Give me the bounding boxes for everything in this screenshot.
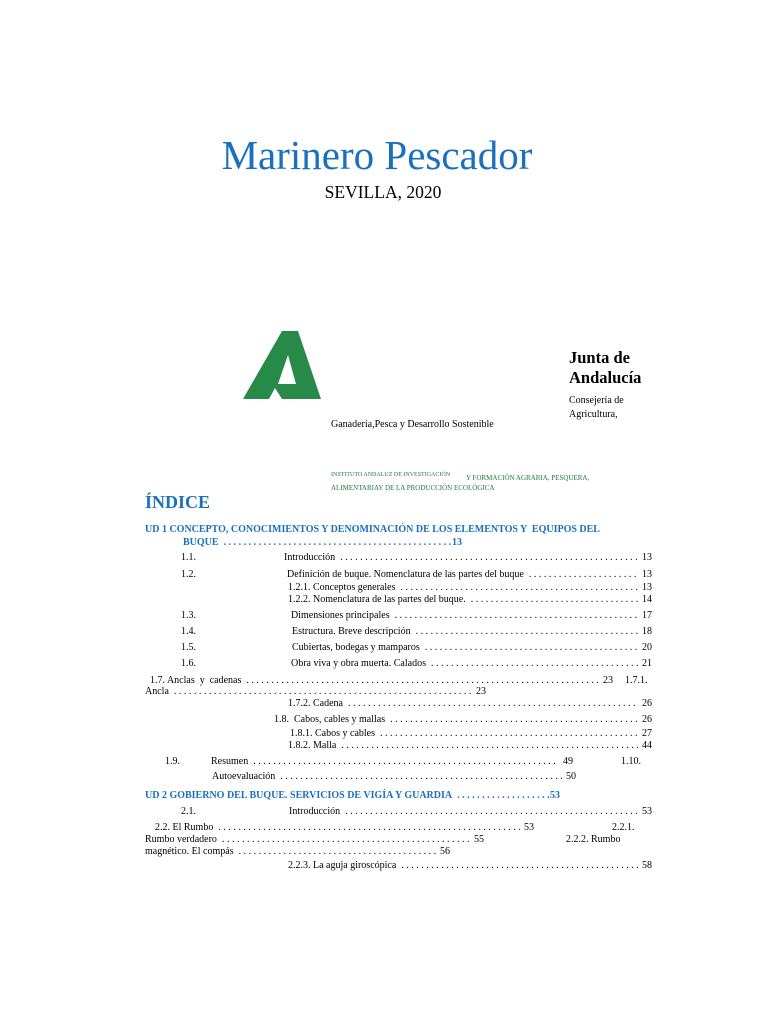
- toc-entry-continuation[interactable]: 2.2.2. Rumbo: [566, 834, 621, 845]
- toc-entry-number: 1.3.: [181, 610, 196, 621]
- institute-line: INSTITUTO ANDALUZ DE INVESTIGACIÓN: [331, 472, 451, 478]
- document-title: Marinero Pescador: [221, 132, 533, 178]
- department-line: Consejería de: [569, 395, 624, 406]
- toc-entry-title: 1.7.2. Cadena: [288, 698, 343, 709]
- toc-unit-heading[interactable]: UD 1 CONCEPTO, CONOCIMIENTOS Y DENOMINACIÓN DE LOS ELEMENTOS Y EQUIPOS DEL: [145, 524, 600, 535]
- toc-entry[interactable]: [288, 594, 652, 606]
- institute-line: ALIMENTARIAY DE LA PRODUCCIÓN ECOLÓGICA: [331, 484, 495, 492]
- toc-entry[interactable]: [288, 582, 652, 594]
- toc-entry-title: magnético. El compás: [145, 846, 234, 857]
- toc-entry-page: 23: [603, 675, 613, 686]
- toc-entry-page: 53: [550, 790, 560, 801]
- toc-unit-heading[interactable]: [145, 790, 560, 802]
- toc-entry[interactable]: [290, 728, 652, 740]
- toc-leader-dots: [224, 537, 452, 549]
- toc-leader-dots: [425, 642, 638, 654]
- toc-entry[interactable]: [291, 610, 652, 622]
- toc-entry-page: 27: [642, 728, 652, 739]
- toc-entry-page: 18: [642, 626, 652, 637]
- toc-entry[interactable]: [288, 698, 652, 710]
- toc-entry[interactable]: [212, 771, 576, 783]
- toc-entry[interactable]: [291, 658, 652, 670]
- toc-entry[interactable]: [292, 642, 652, 654]
- toc-entry-continuation[interactable]: 1.10.: [621, 756, 641, 767]
- toc-entry-title: 2.2. El Rumbo: [155, 822, 214, 833]
- toc-entry-page: 26: [642, 714, 652, 725]
- toc-entry-number: 1.5.: [181, 642, 196, 653]
- toc-entry[interactable]: [145, 686, 486, 698]
- toc-leader-dots: [401, 860, 638, 872]
- toc-leader-dots: [390, 714, 638, 726]
- institute-line: Y FORMACIÓN AGRARIA, PESQUERA,: [466, 474, 590, 482]
- org-name-line: Junta de: [569, 348, 630, 367]
- toc-entry-title: UD 2 GOBIERNO DEL BUQUE. SERVICIOS DE VIGÍA Y GUARDIA: [145, 790, 453, 801]
- toc-entry-number: 1.6.: [181, 658, 196, 669]
- toc-entry-title: Obra viva y obra muerta. Calados: [291, 658, 426, 669]
- toc-entry-title: 1.2.2. Nomenclatura de las partes del buque.: [288, 594, 466, 605]
- toc-entry-page: 53: [642, 806, 652, 817]
- toc-entry-title: 2.2.3. La aguja giroscópica: [288, 860, 397, 871]
- toc-entry-page: 13: [452, 537, 462, 548]
- toc-entry-page: 13: [642, 552, 652, 563]
- toc-entry[interactable]: [289, 806, 652, 818]
- toc-entry-page: 21: [642, 658, 652, 669]
- toc-leader-dots: [345, 806, 638, 818]
- toc-entry-title: 1.8. Cabos, cables y mallas: [274, 714, 386, 725]
- toc-leader-dots: [395, 610, 638, 622]
- toc-leader-dots: [457, 790, 550, 802]
- toc-entry[interactable]: [145, 846, 450, 858]
- toc-entry-page: 53: [524, 822, 534, 833]
- toc-entry-number: 2.1.: [181, 806, 196, 817]
- toc-entry[interactable]: [288, 740, 652, 752]
- toc-entry-title: Ancla: [145, 686, 169, 697]
- toc-entry-continuation[interactable]: 1.7.1.: [625, 675, 648, 686]
- toc-entry[interactable]: [155, 822, 534, 834]
- toc-entry-page: 17: [642, 610, 652, 621]
- org-name-line: Andalucía: [569, 368, 642, 387]
- toc-entry-number: 1.9.: [165, 756, 180, 767]
- toc-leader-dots: [280, 771, 562, 783]
- toc-leader-dots: [239, 846, 436, 858]
- toc-leader-dots: [253, 756, 559, 768]
- toc-entry-number: 1.2.: [181, 569, 196, 580]
- toc-entry-page: 23: [476, 686, 486, 697]
- toc-entry-page: 56: [440, 846, 450, 857]
- toc-leader-dots: [348, 698, 638, 710]
- toc-leader-dots: [471, 594, 638, 606]
- toc-entry[interactable]: [211, 756, 573, 768]
- toc-leader-dots: [380, 728, 638, 740]
- toc-entry-number: 1.4.: [181, 626, 196, 637]
- toc-entry[interactable]: [274, 714, 652, 726]
- toc-entry-page: 49: [563, 756, 573, 767]
- toc-entry-title: Dimensiones principales: [291, 610, 390, 621]
- toc-entry[interactable]: [292, 626, 652, 638]
- toc-entry-title: Introducción: [289, 806, 341, 817]
- toc-entry-title: Autoevaluación: [212, 771, 276, 782]
- toc-entry-page: 58: [642, 860, 652, 871]
- toc-entry-number: 1.1.: [181, 552, 196, 563]
- toc-entry[interactable]: [145, 834, 484, 846]
- toc-entry[interactable]: [284, 552, 652, 564]
- toc-leader-dots: [431, 658, 638, 670]
- toc-entry-page: 55: [474, 834, 484, 845]
- toc-entry-title: Resumen: [211, 756, 249, 767]
- toc-leader-dots: [341, 740, 638, 752]
- toc-entry-title: 1.7. Anclas y cadenas: [150, 675, 242, 686]
- toc-entry[interactable]: [288, 860, 652, 872]
- toc-entry-title: Estructura. Breve descripción: [292, 626, 411, 637]
- junta-andalucia-logo-icon: [243, 331, 321, 399]
- toc-leader-dots: [529, 569, 638, 581]
- toc-entry-title: 1.8.1. Cabos y cables: [290, 728, 375, 739]
- toc-entry-title: Introducción: [284, 552, 336, 563]
- toc-leader-dots: [340, 552, 638, 564]
- toc-entry-continuation[interactable]: 2.2.1.: [612, 822, 635, 833]
- toc-entry-page: 13: [642, 582, 652, 593]
- toc-entry-page: 44: [642, 740, 652, 751]
- toc-entry-title: Cubiertas, bodegas y mamparos: [292, 642, 420, 653]
- toc-leader-dots: [218, 822, 520, 834]
- toc-leader-dots: [416, 626, 638, 638]
- toc-entry-title: 1.8.2. Malla: [288, 740, 337, 751]
- toc-entry-page: 26: [642, 698, 652, 709]
- toc-entry-page: 13: [642, 569, 652, 580]
- toc-unit-heading[interactable]: [183, 537, 462, 549]
- toc-entry-page: 20: [642, 642, 652, 653]
- toc-leader-dots: [400, 582, 638, 594]
- toc-entry-title: 1.2.1. Conceptos generales: [288, 582, 396, 593]
- toc-leader-dots: [174, 686, 472, 698]
- toc-entry-title: Definición de buque. Nomenclatura de las partes del buque: [287, 569, 524, 580]
- toc-leader-dots: [222, 834, 470, 846]
- department-line: Ganadería,Pesca y Desarrollo Sostenible: [331, 419, 494, 430]
- toc-entry-page: 14: [642, 594, 652, 605]
- index-heading: ÍNDICE: [145, 492, 211, 512]
- document-subtitle: SEVILLA, 2020: [324, 182, 442, 202]
- toc-entry-title: BUQUE: [183, 537, 219, 548]
- toc-entry-page: 50: [566, 771, 576, 782]
- toc-entry[interactable]: [287, 569, 652, 581]
- department-line: Agricultura,: [569, 409, 618, 420]
- toc-entry-title: Rumbo verdadero: [145, 834, 217, 845]
